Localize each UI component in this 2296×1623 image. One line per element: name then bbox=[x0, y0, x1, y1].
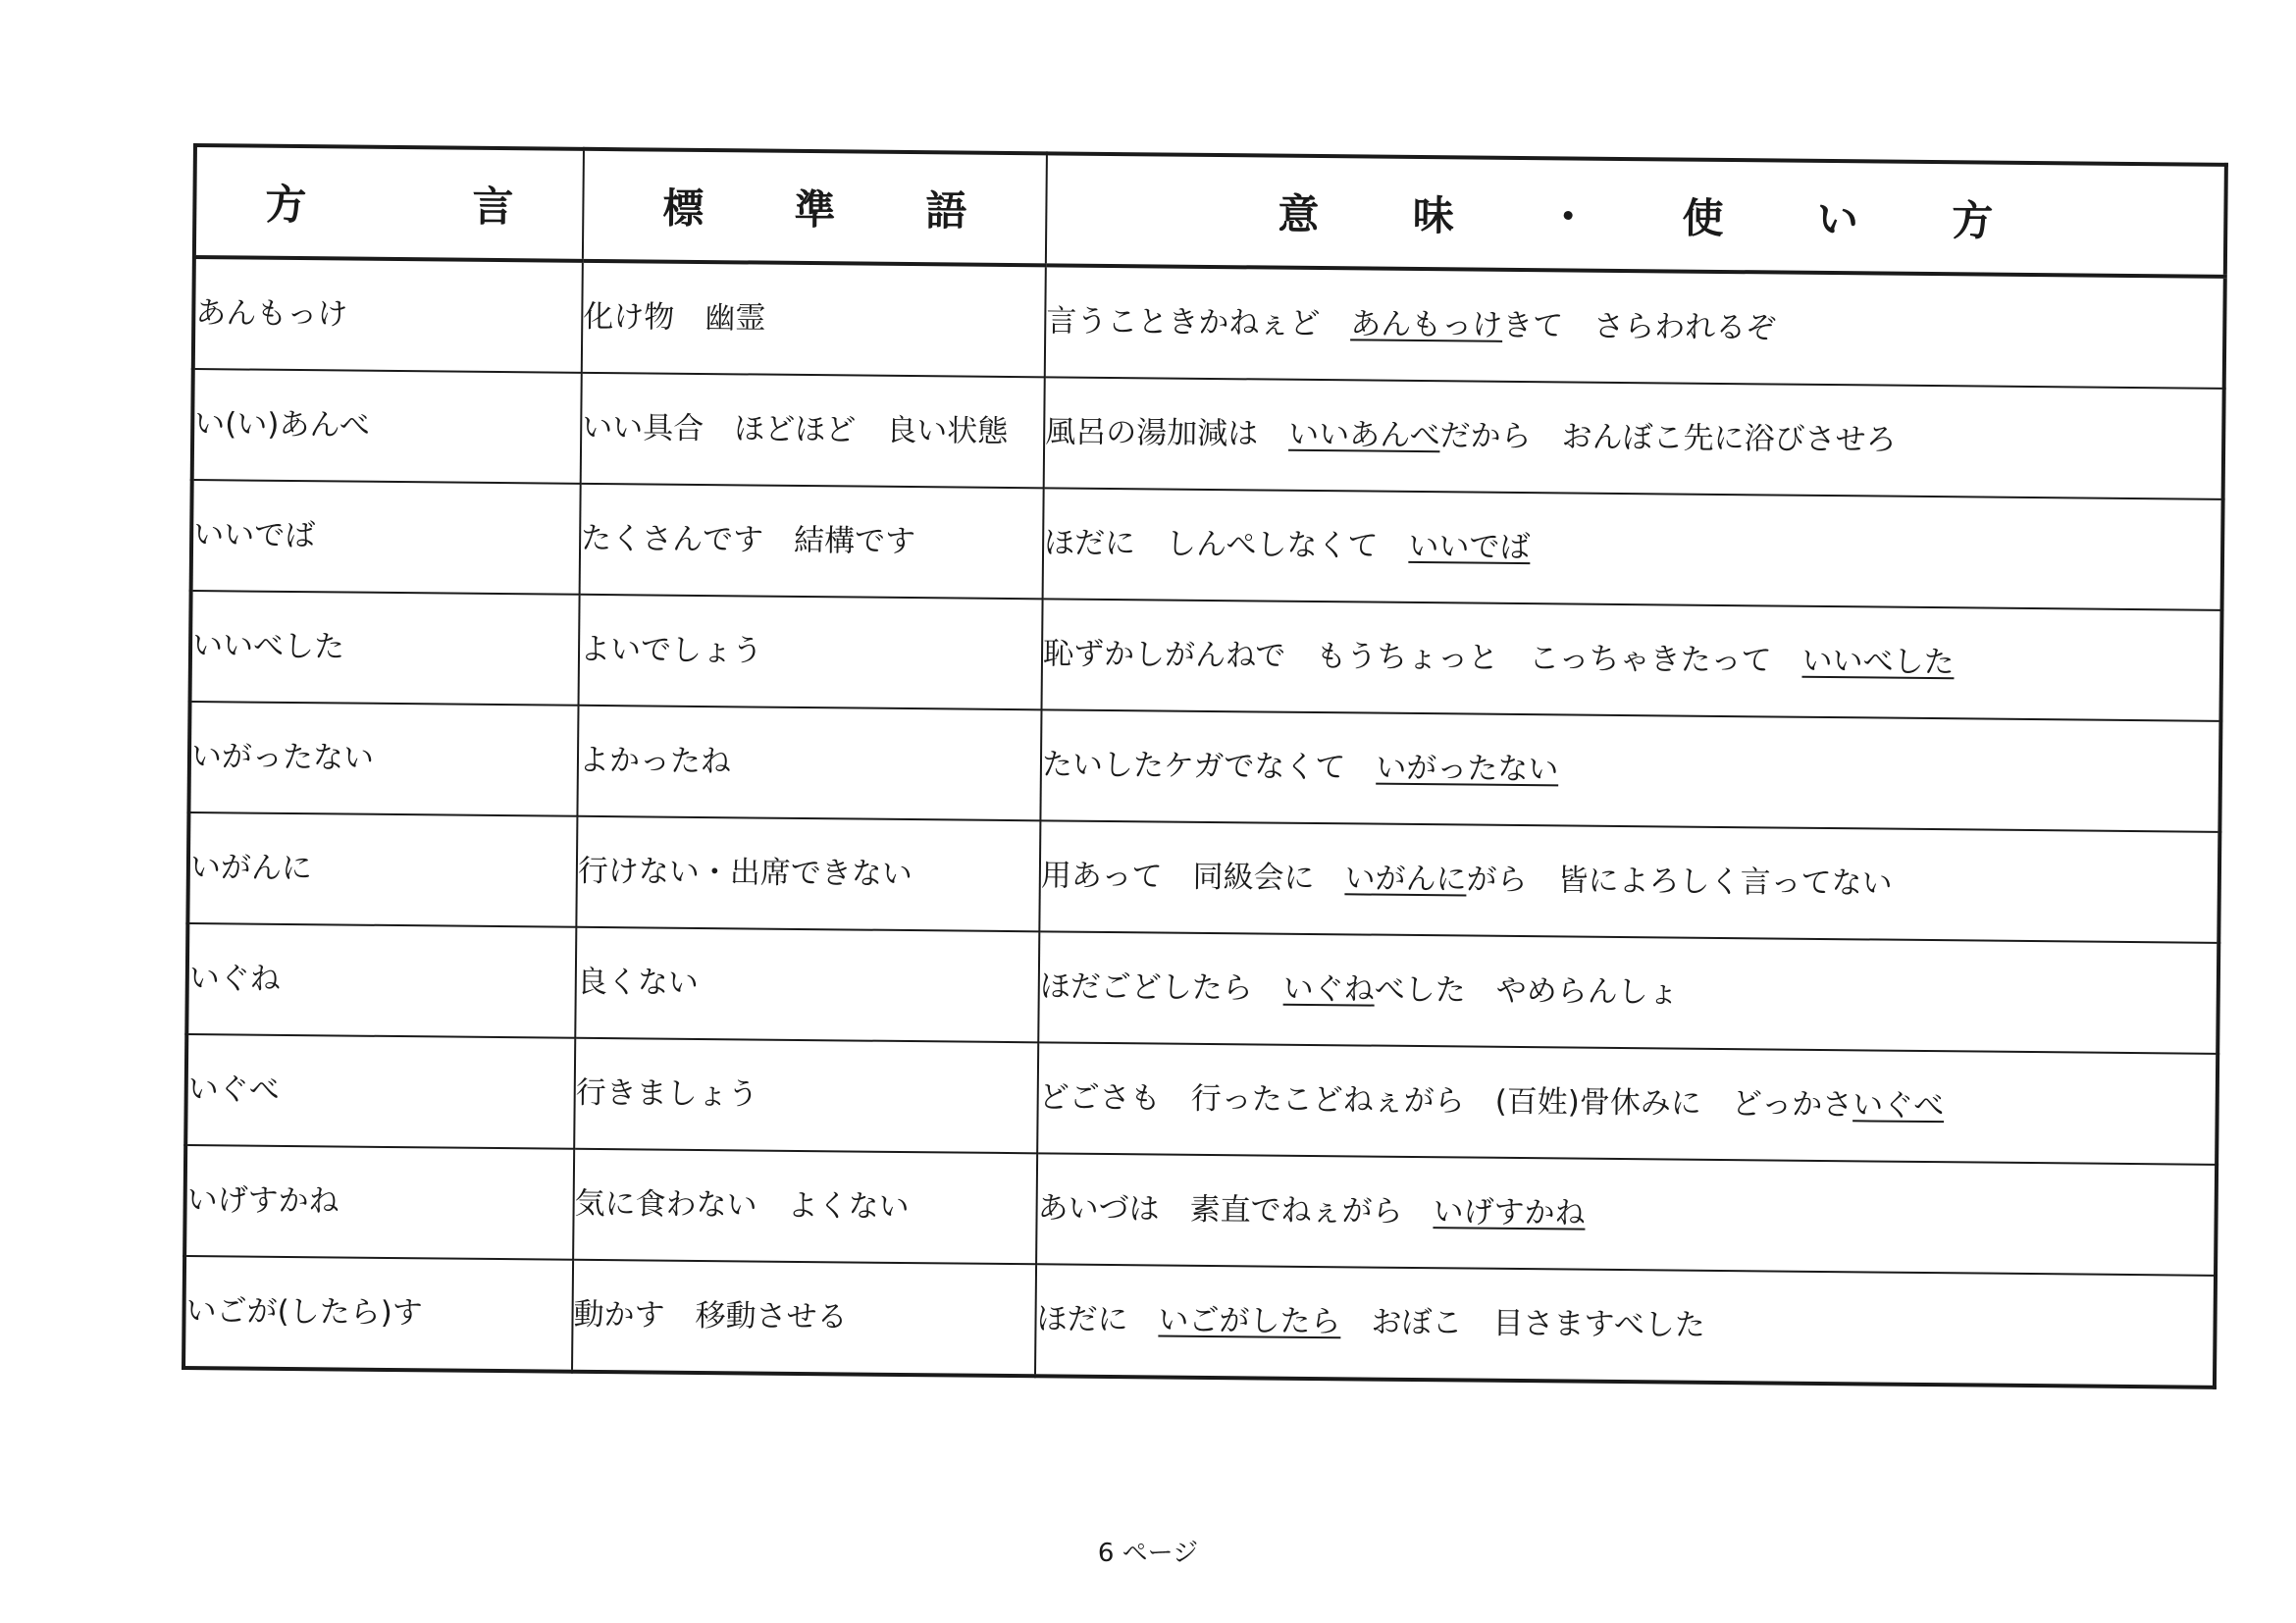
header-dialect-char: 言 bbox=[472, 182, 514, 232]
table-body bbox=[183, 257, 2225, 1387]
usage-text: たいしたケガでなくて bbox=[1041, 747, 1377, 786]
standard-word: たくさんです 結構です bbox=[580, 520, 916, 559]
usage-text: ほだに しんぺしなくて bbox=[1043, 525, 1409, 564]
header-standard-char: 語 bbox=[925, 186, 967, 236]
header-usage-char: 味 bbox=[1412, 190, 1454, 240]
standard-cell bbox=[576, 816, 1040, 932]
usage-text: だから おんぼこ先に浴びさせろ bbox=[1439, 418, 1897, 458]
usage-text: 風呂の湯加減は bbox=[1045, 414, 1289, 452]
usage-highlight: いいでば bbox=[1408, 528, 1531, 566]
usage-highlight: いぐべ bbox=[1852, 1087, 1945, 1125]
dialect-word: いごが(したら)す bbox=[185, 1292, 423, 1332]
header-usage-char: 意 bbox=[1278, 189, 1320, 239]
usage-cell bbox=[1044, 377, 2224, 499]
usage-text: おぼこ 目さますべした bbox=[1340, 1304, 1706, 1343]
standard-word: 化け物 幽霊 bbox=[583, 298, 766, 337]
dialect-table-sheet bbox=[182, 143, 2224, 1389]
dialect-word: いぐべ bbox=[187, 1071, 280, 1108]
usage-text: べした やめらんしょ bbox=[1374, 971, 1679, 1011]
usage-text: どごさも 行ったこどねぇがら (百姓)骨休みに どっかさ bbox=[1038, 1079, 1853, 1124]
standard-word: よいでしょう bbox=[579, 631, 763, 669]
usage-highlight: いがったない bbox=[1376, 750, 1559, 788]
dialect-word: いいでば bbox=[192, 516, 316, 554]
usage-text: あいづは 素直でねぇがら bbox=[1037, 1190, 1434, 1230]
table-row bbox=[186, 923, 2218, 1054]
usage-cell bbox=[1037, 1042, 2218, 1165]
standard-word: いい具合 ほどほど 良い状態 bbox=[582, 409, 1009, 449]
standard-cell bbox=[573, 1149, 1037, 1265]
standard-word: 行けない・出席できない bbox=[577, 853, 913, 892]
usage-text: 用あって 同級会に bbox=[1040, 858, 1345, 897]
usage-text: 言うこときかねぇど bbox=[1046, 303, 1351, 342]
dialect-word: いがったない bbox=[190, 738, 375, 776]
standard-cell bbox=[580, 484, 1044, 600]
usage-highlight: いげすかね bbox=[1433, 1194, 1586, 1231]
usage-cell bbox=[1035, 1264, 2216, 1387]
header-standard bbox=[583, 149, 1047, 266]
usage-cell bbox=[1043, 488, 2223, 610]
header-dialect-char: 方 bbox=[265, 180, 307, 230]
dialect-cell bbox=[184, 1145, 574, 1260]
table-row bbox=[192, 369, 2224, 499]
dialect-word: あんもっけ bbox=[195, 294, 348, 333]
standard-cell bbox=[575, 927, 1039, 1043]
dialect-word: いいべした bbox=[191, 627, 345, 665]
dialect-cell bbox=[183, 1256, 573, 1372]
usage-highlight: いごがしたら bbox=[1158, 1302, 1341, 1340]
dialect-cell bbox=[191, 480, 581, 595]
usage-highlight: あんもっけ bbox=[1350, 306, 1503, 343]
page-number: 6 ページ bbox=[1097, 1539, 1199, 1568]
usage-text: ほだごどしたら bbox=[1039, 969, 1283, 1007]
dialect-cell bbox=[190, 591, 580, 706]
header-usage-char: 方 bbox=[1952, 196, 1994, 245]
usage-text: ほだに bbox=[1036, 1301, 1159, 1338]
usage-text: 恥ずかしがんねで もうちょっと こっちゃきたって bbox=[1042, 636, 1802, 679]
header-standard-char: 準 bbox=[794, 184, 836, 235]
header-usage bbox=[1046, 153, 2226, 277]
dialect-cell bbox=[185, 1034, 575, 1149]
usage-cell bbox=[1045, 265, 2225, 389]
standard-cell bbox=[582, 261, 1046, 378]
standard-word: 気に食わない よくない bbox=[574, 1185, 910, 1225]
usage-text: がら 皆によろしく言ってない bbox=[1466, 862, 1893, 902]
dialect-word: いがんに bbox=[189, 849, 313, 887]
dialect-cell bbox=[186, 923, 576, 1038]
table-row bbox=[193, 257, 2225, 389]
table-row bbox=[184, 1145, 2217, 1276]
usage-cell bbox=[1038, 931, 2218, 1054]
table-header-row bbox=[194, 145, 2226, 277]
standard-word: よかったね bbox=[578, 742, 732, 780]
table-row bbox=[191, 480, 2223, 610]
standard-word: 行きましょう bbox=[575, 1074, 758, 1113]
usage-cell bbox=[1039, 820, 2219, 943]
usage-highlight: いいあんべ bbox=[1288, 416, 1440, 454]
standard-word: 良くない bbox=[576, 964, 699, 1001]
header-usage-char: ・ bbox=[1546, 192, 1590, 241]
standard-cell bbox=[577, 706, 1041, 821]
table-row bbox=[183, 1256, 2216, 1387]
usage-cell bbox=[1036, 1153, 2217, 1276]
dialect-cell bbox=[193, 257, 583, 373]
table-row bbox=[187, 812, 2219, 943]
table-row bbox=[185, 1034, 2218, 1165]
dialect-cell bbox=[192, 369, 582, 484]
header-usage-char: 使 bbox=[1682, 193, 1724, 242]
header-usage-char: い bbox=[1816, 194, 1859, 244]
usage-cell bbox=[1040, 709, 2220, 832]
standard-cell bbox=[579, 595, 1043, 710]
header-standard-char: 標 bbox=[662, 183, 704, 233]
table-row bbox=[188, 702, 2220, 832]
standard-cell bbox=[574, 1038, 1038, 1154]
usage-highlight: いぐね bbox=[1282, 970, 1375, 1008]
standard-cell bbox=[572, 1260, 1036, 1377]
usage-text: きて さらわれるぞ bbox=[1502, 307, 1777, 346]
dialect-word: い(い)あんべ bbox=[194, 405, 370, 444]
dialect-word: いげすかね bbox=[186, 1181, 339, 1220]
dialect-cell bbox=[188, 702, 578, 816]
usage-cell bbox=[1041, 599, 2221, 721]
header-dialect bbox=[194, 145, 584, 261]
dialect-word: いぐね bbox=[188, 960, 282, 997]
dialect-table bbox=[182, 143, 2228, 1389]
usage-highlight: いいべした bbox=[1801, 643, 1955, 681]
standard-cell bbox=[581, 373, 1045, 489]
standard-word: 動かす 移動させる bbox=[573, 1296, 848, 1335]
table-row bbox=[190, 591, 2222, 721]
usage-highlight: いがんに bbox=[1344, 861, 1467, 898]
dialect-cell bbox=[187, 812, 577, 927]
